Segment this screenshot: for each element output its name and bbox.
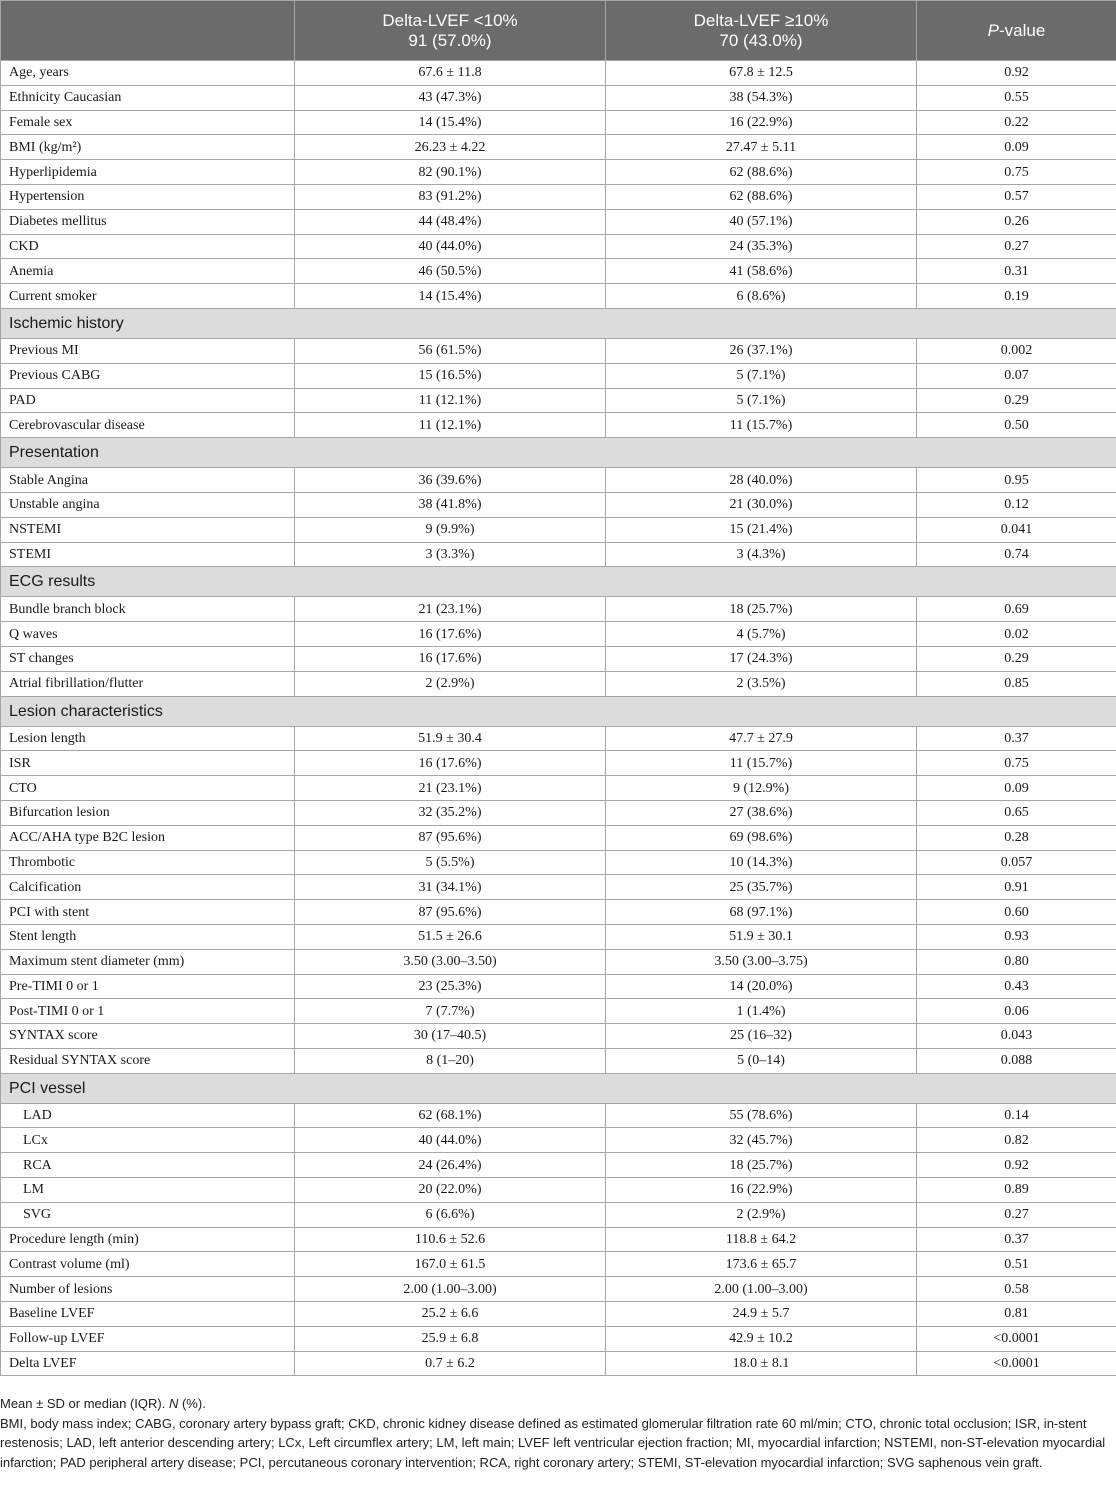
cell-delta-ge10: 3 (4.3%) bbox=[606, 542, 917, 567]
section-heading: PCI vessel bbox=[1, 1073, 1116, 1103]
cell-delta-lt10: 56 (61.5%) bbox=[295, 338, 606, 363]
cell-p-value: 0.82 bbox=[917, 1128, 1116, 1153]
cell-delta-ge10: 25 (16–32) bbox=[606, 1024, 917, 1049]
cell-delta-ge10: 17 (24.3%) bbox=[606, 646, 917, 671]
cell-delta-ge10: 5 (7.1%) bbox=[606, 388, 917, 413]
cell-delta-ge10: 41 (58.6%) bbox=[606, 259, 917, 284]
row-label: Post-TIMI 0 or 1 bbox=[1, 999, 295, 1024]
cell-p-value: 0.02 bbox=[917, 622, 1116, 647]
cell-p-value: 0.041 bbox=[917, 517, 1116, 542]
cell-p-value: 0.07 bbox=[917, 363, 1116, 388]
header-p-value bbox=[917, 1, 1116, 61]
cell-delta-lt10: 8 (1–20) bbox=[295, 1048, 606, 1073]
cell-delta-lt10: 5 (5.5%) bbox=[295, 850, 606, 875]
table-row bbox=[1, 726, 1116, 751]
row-label: RCA bbox=[1, 1153, 295, 1178]
row-label: ACC/AHA type B2C lesion bbox=[1, 825, 295, 850]
cell-delta-lt10: 83 (91.2%) bbox=[295, 184, 606, 209]
row-label: Number of lesions bbox=[1, 1277, 295, 1302]
row-label: Stable Angina bbox=[1, 468, 295, 493]
table-row bbox=[1, 338, 1116, 363]
row-label: Diabetes mellitus bbox=[1, 209, 295, 234]
cell-delta-lt10: 26.23 ± 4.22 bbox=[295, 135, 606, 160]
cell-delta-lt10: 15 (16.5%) bbox=[295, 363, 606, 388]
row-label: Lesion length bbox=[1, 726, 295, 751]
cell-delta-ge10: 38 (54.3%) bbox=[606, 85, 917, 110]
cell-delta-lt10: 46 (50.5%) bbox=[295, 259, 606, 284]
cell-p-value: 0.26 bbox=[917, 209, 1116, 234]
cell-p-value: 0.50 bbox=[917, 413, 1116, 438]
cell-p-value: 0.057 bbox=[917, 850, 1116, 875]
cell-delta-ge10: 16 (22.9%) bbox=[606, 1178, 917, 1203]
cell-p-value: 0.74 bbox=[917, 542, 1116, 567]
table-row bbox=[1, 1048, 1116, 1073]
cell-delta-ge10: 28 (40.0%) bbox=[606, 468, 917, 493]
cell-p-value: 0.09 bbox=[917, 776, 1116, 801]
table-row bbox=[1, 388, 1116, 413]
section-row bbox=[1, 567, 1116, 597]
header-delta-ge10-title: Delta-LVEF ≥10% bbox=[693, 10, 829, 30]
cell-delta-ge10: 67.8 ± 12.5 bbox=[606, 61, 917, 86]
row-label: SYNTAX score bbox=[1, 1024, 295, 1049]
row-label: Hyperlipidemia bbox=[1, 160, 295, 185]
cell-p-value: 0.92 bbox=[917, 61, 1116, 86]
table-row bbox=[1, 1128, 1116, 1153]
cell-p-value: 0.69 bbox=[917, 597, 1116, 622]
cell-delta-ge10: 69 (98.6%) bbox=[606, 825, 917, 850]
table-row bbox=[1, 135, 1116, 160]
header-label-column bbox=[1, 1, 295, 61]
section-row bbox=[1, 696, 1116, 726]
cell-delta-ge10: 68 (97.1%) bbox=[606, 900, 917, 925]
cell-delta-lt10: 32 (35.2%) bbox=[295, 800, 606, 825]
cell-p-value: <0.0001 bbox=[917, 1326, 1116, 1351]
cell-p-value: <0.0001 bbox=[917, 1351, 1116, 1376]
row-label: PAD bbox=[1, 388, 295, 413]
row-label: Procedure length (min) bbox=[1, 1227, 295, 1252]
cell-delta-lt10: 21 (23.1%) bbox=[295, 597, 606, 622]
row-label: ST changes bbox=[1, 646, 295, 671]
table-row bbox=[1, 1351, 1116, 1376]
cell-delta-ge10: 11 (15.7%) bbox=[606, 413, 917, 438]
section-heading: ECG results bbox=[1, 567, 1116, 597]
cell-delta-ge10: 15 (21.4%) bbox=[606, 517, 917, 542]
cell-delta-lt10: 40 (44.0%) bbox=[295, 234, 606, 259]
cell-delta-lt10: 16 (17.6%) bbox=[295, 646, 606, 671]
row-label: LCx bbox=[1, 1128, 295, 1153]
cell-delta-ge10: 32 (45.7%) bbox=[606, 1128, 917, 1153]
row-label: ISR bbox=[1, 751, 295, 776]
table-row bbox=[1, 622, 1116, 647]
row-label: Follow-up LVEF bbox=[1, 1326, 295, 1351]
table-row bbox=[1, 517, 1116, 542]
row-label: Bifurcation lesion bbox=[1, 800, 295, 825]
row-label: Stent length bbox=[1, 924, 295, 949]
cell-delta-ge10: 27 (38.6%) bbox=[606, 800, 917, 825]
cell-p-value: 0.92 bbox=[917, 1153, 1116, 1178]
table-row bbox=[1, 160, 1116, 185]
cell-delta-lt10: 21 (23.1%) bbox=[295, 776, 606, 801]
table-row bbox=[1, 800, 1116, 825]
table-row bbox=[1, 974, 1116, 999]
table-row bbox=[1, 234, 1116, 259]
cell-delta-lt10: 16 (17.6%) bbox=[295, 751, 606, 776]
cell-delta-lt10: 43 (47.3%) bbox=[295, 85, 606, 110]
cell-delta-ge10: 24.9 ± 5.7 bbox=[606, 1302, 917, 1327]
table-row bbox=[1, 597, 1116, 622]
row-label: BMI (kg/m²) bbox=[1, 135, 295, 160]
row-label: Age, years bbox=[1, 61, 295, 86]
cell-p-value: 0.93 bbox=[917, 924, 1116, 949]
cell-delta-lt10: 87 (95.6%) bbox=[295, 825, 606, 850]
cell-p-value: 0.60 bbox=[917, 900, 1116, 925]
cell-p-value: 0.088 bbox=[917, 1048, 1116, 1073]
cell-delta-ge10: 21 (30.0%) bbox=[606, 492, 917, 517]
cell-delta-ge10: 18 (25.7%) bbox=[606, 1153, 917, 1178]
cell-delta-lt10: 11 (12.1%) bbox=[295, 413, 606, 438]
header-p-rest: -value bbox=[999, 20, 1046, 40]
footnote-summary-text: Mean ± SD or median (IQR). bbox=[0, 1396, 169, 1411]
header-p-italic: P bbox=[987, 20, 1000, 40]
section-heading: Presentation bbox=[1, 438, 1116, 468]
cell-delta-ge10: 11 (15.7%) bbox=[606, 751, 917, 776]
table-row bbox=[1, 85, 1116, 110]
cell-delta-ge10: 6 (8.6%) bbox=[606, 284, 917, 309]
table-row bbox=[1, 1326, 1116, 1351]
cell-delta-ge10: 55 (78.6%) bbox=[606, 1103, 917, 1128]
table-row bbox=[1, 999, 1116, 1024]
cell-p-value: 0.14 bbox=[917, 1103, 1116, 1128]
cell-delta-ge10: 24 (35.3%) bbox=[606, 234, 917, 259]
table-row bbox=[1, 1227, 1116, 1252]
table-row bbox=[1, 646, 1116, 671]
footnote-n: N bbox=[168, 1396, 179, 1411]
cell-delta-lt10: 14 (15.4%) bbox=[295, 110, 606, 135]
header-delta-lt10-count: 91 (57.0%) bbox=[408, 30, 492, 50]
cell-delta-lt10: 167.0 ± 61.5 bbox=[295, 1252, 606, 1277]
row-label: Contrast volume (ml) bbox=[1, 1252, 295, 1277]
cell-p-value: 0.27 bbox=[917, 234, 1116, 259]
table-row bbox=[1, 284, 1116, 309]
cell-delta-lt10: 44 (48.4%) bbox=[295, 209, 606, 234]
cell-p-value: 0.65 bbox=[917, 800, 1116, 825]
table-row bbox=[1, 1103, 1116, 1128]
cell-delta-lt10: 31 (34.1%) bbox=[295, 875, 606, 900]
cell-delta-ge10: 16 (22.9%) bbox=[606, 110, 917, 135]
cell-p-value: 0.19 bbox=[917, 284, 1116, 309]
table-row bbox=[1, 949, 1116, 974]
cell-delta-ge10: 18.0 ± 8.1 bbox=[606, 1351, 917, 1376]
row-label: Delta LVEF bbox=[1, 1351, 295, 1376]
header-delta-lt10-title: Delta-LVEF <10% bbox=[382, 10, 518, 30]
cell-p-value: 0.51 bbox=[917, 1252, 1116, 1277]
row-label: Maximum stent diameter (mm) bbox=[1, 949, 295, 974]
cell-delta-lt10: 25.9 ± 6.8 bbox=[295, 1326, 606, 1351]
cell-delta-ge10: 42.9 ± 10.2 bbox=[606, 1326, 917, 1351]
cell-p-value: 0.12 bbox=[917, 492, 1116, 517]
cell-delta-lt10: 62 (68.1%) bbox=[295, 1103, 606, 1128]
row-label: Hypertension bbox=[1, 184, 295, 209]
table-row bbox=[1, 850, 1116, 875]
table-row bbox=[1, 413, 1116, 438]
section-row bbox=[1, 308, 1116, 338]
cell-delta-lt10: 36 (39.6%) bbox=[295, 468, 606, 493]
cell-delta-lt10: 20 (22.0%) bbox=[295, 1178, 606, 1203]
row-label: Unstable angina bbox=[1, 492, 295, 517]
row-label: Atrial fibrillation/flutter bbox=[1, 671, 295, 696]
cell-p-value: 0.29 bbox=[917, 388, 1116, 413]
table-row bbox=[1, 1302, 1116, 1327]
cell-delta-ge10: 62 (88.6%) bbox=[606, 160, 917, 185]
cell-p-value: 0.09 bbox=[917, 135, 1116, 160]
table-row bbox=[1, 542, 1116, 567]
header-delta-ge10-count: 70 (43.0%) bbox=[719, 30, 803, 50]
cell-delta-ge10: 51.9 ± 30.1 bbox=[606, 924, 917, 949]
cell-delta-ge10: 10 (14.3%) bbox=[606, 850, 917, 875]
table-body bbox=[1, 61, 1116, 1376]
cell-p-value: 0.43 bbox=[917, 974, 1116, 999]
cell-p-value: 0.043 bbox=[917, 1024, 1116, 1049]
cell-delta-ge10: 25 (35.7%) bbox=[606, 875, 917, 900]
cell-delta-ge10: 118.8 ± 64.2 bbox=[606, 1227, 917, 1252]
row-label: PCI with stent bbox=[1, 900, 295, 925]
row-label: Ethnicity Caucasian bbox=[1, 85, 295, 110]
table-row bbox=[1, 259, 1116, 284]
table-row bbox=[1, 1277, 1116, 1302]
cell-delta-lt10: 11 (12.1%) bbox=[295, 388, 606, 413]
cell-p-value: 0.80 bbox=[917, 949, 1116, 974]
cell-p-value: 0.22 bbox=[917, 110, 1116, 135]
cell-p-value: 0.75 bbox=[917, 751, 1116, 776]
row-label: Thrombotic bbox=[1, 850, 295, 875]
cell-delta-lt10: 51.5 ± 26.6 bbox=[295, 924, 606, 949]
cell-delta-lt10: 67.6 ± 11.8 bbox=[295, 61, 606, 86]
cell-p-value: 0.91 bbox=[917, 875, 1116, 900]
cell-delta-ge10: 62 (88.6%) bbox=[606, 184, 917, 209]
cell-delta-lt10: 3 (3.3%) bbox=[295, 542, 606, 567]
cell-delta-ge10: 5 (0–14) bbox=[606, 1048, 917, 1073]
table-row bbox=[1, 671, 1116, 696]
cell-p-value: 0.29 bbox=[917, 646, 1116, 671]
footnote-summary bbox=[0, 1394, 1110, 1414]
row-label: CTO bbox=[1, 776, 295, 801]
table-row bbox=[1, 924, 1116, 949]
cell-delta-lt10: 16 (17.6%) bbox=[295, 622, 606, 647]
cell-delta-ge10: 18 (25.7%) bbox=[606, 597, 917, 622]
cell-p-value: 0.06 bbox=[917, 999, 1116, 1024]
table-row bbox=[1, 184, 1116, 209]
table-row bbox=[1, 751, 1116, 776]
row-label: Bundle branch block bbox=[1, 597, 295, 622]
table-row bbox=[1, 825, 1116, 850]
row-label: NSTEMI bbox=[1, 517, 295, 542]
table-row bbox=[1, 363, 1116, 388]
row-label: Residual SYNTAX score bbox=[1, 1048, 295, 1073]
cell-p-value: 0.89 bbox=[917, 1178, 1116, 1203]
row-label: Baseline LVEF bbox=[1, 1302, 295, 1327]
table-row bbox=[1, 209, 1116, 234]
table-row bbox=[1, 900, 1116, 925]
row-label: Calcification bbox=[1, 875, 295, 900]
footnote-summary-tail: (%). bbox=[178, 1396, 206, 1411]
cell-delta-ge10: 47.7 ± 27.9 bbox=[606, 726, 917, 751]
cell-delta-lt10: 23 (25.3%) bbox=[295, 974, 606, 999]
cell-delta-ge10: 2.00 (1.00–3.00) bbox=[606, 1277, 917, 1302]
cell-p-value: 0.37 bbox=[917, 726, 1116, 751]
cell-p-value: 0.27 bbox=[917, 1202, 1116, 1227]
cell-delta-lt10: 0.7 ± 6.2 bbox=[295, 1351, 606, 1376]
section-heading: Ischemic history bbox=[1, 308, 1116, 338]
cell-delta-ge10: 2 (3.5%) bbox=[606, 671, 917, 696]
header-delta-ge10 bbox=[606, 1, 917, 61]
cell-p-value: 0.37 bbox=[917, 1227, 1116, 1252]
table-row bbox=[1, 1153, 1116, 1178]
cell-delta-lt10: 2 (2.9%) bbox=[295, 671, 606, 696]
row-label: STEMI bbox=[1, 542, 295, 567]
table-row bbox=[1, 110, 1116, 135]
cell-p-value: 0.002 bbox=[917, 338, 1116, 363]
cell-delta-lt10: 7 (7.7%) bbox=[295, 999, 606, 1024]
table-row bbox=[1, 61, 1116, 86]
row-label: SVG bbox=[1, 1202, 295, 1227]
cell-delta-ge10: 27.47 ± 5.11 bbox=[606, 135, 917, 160]
table-row bbox=[1, 776, 1116, 801]
cell-delta-lt10: 40 (44.0%) bbox=[295, 1128, 606, 1153]
cell-delta-lt10: 2.00 (1.00–3.00) bbox=[295, 1277, 606, 1302]
cell-p-value: 0.81 bbox=[917, 1302, 1116, 1327]
cell-delta-ge10: 3.50 (3.00–3.75) bbox=[606, 949, 917, 974]
cell-delta-lt10: 24 (26.4%) bbox=[295, 1153, 606, 1178]
section-heading: Lesion characteristics bbox=[1, 696, 1116, 726]
cell-delta-ge10: 173.6 ± 65.7 bbox=[606, 1252, 917, 1277]
row-label: LAD bbox=[1, 1103, 295, 1128]
footnote-abbreviations: BMI, body mass index; CABG, coronary artery bypass graft; CKD, chronic kidney disease defined as estimated glomerular filtration rate 60 ml/min; CTO, chronic total occlusion; ISR, in-stent restenosis; LAD, left anterior descending artery; LCx, Left circumflex artery; LM, left main; LVEF left ventricular ejection fraction; MI, myocardial infarction; NSTEMI, non-ST-elevation myocardial infarction; PAD peripheral artery disease; PCI, percutaneous coronary intervention; RCA, right coronary artery; STEMI, ST-elevation myocardial infarction; SVG saphenous vein graft. bbox=[0, 1415, 1106, 1470]
cell-p-value: 0.55 bbox=[917, 85, 1116, 110]
section-row bbox=[1, 1073, 1116, 1103]
cell-delta-lt10: 87 (95.6%) bbox=[295, 900, 606, 925]
cell-p-value: 0.31 bbox=[917, 259, 1116, 284]
row-label: Previous MI bbox=[1, 338, 295, 363]
cell-delta-ge10: 26 (37.1%) bbox=[606, 338, 917, 363]
row-label: Anemia bbox=[1, 259, 295, 284]
cell-delta-lt10: 82 (90.1%) bbox=[295, 160, 606, 185]
cell-delta-ge10: 5 (7.1%) bbox=[606, 363, 917, 388]
cell-p-value: 0.57 bbox=[917, 184, 1116, 209]
cell-p-value: 0.58 bbox=[917, 1277, 1116, 1302]
cell-delta-ge10: 9 (12.9%) bbox=[606, 776, 917, 801]
table-row bbox=[1, 1202, 1116, 1227]
cell-delta-lt10: 6 (6.6%) bbox=[295, 1202, 606, 1227]
cell-delta-lt10: 9 (9.9%) bbox=[295, 517, 606, 542]
table-row bbox=[1, 1024, 1116, 1049]
row-label: Previous CABG bbox=[1, 363, 295, 388]
cell-delta-lt10: 3.50 (3.00–3.50) bbox=[295, 949, 606, 974]
table-row bbox=[1, 1252, 1116, 1277]
cell-delta-lt10: 14 (15.4%) bbox=[295, 284, 606, 309]
cell-delta-ge10: 40 (57.1%) bbox=[606, 209, 917, 234]
cell-delta-lt10: 51.9 ± 30.4 bbox=[295, 726, 606, 751]
table-row bbox=[1, 1178, 1116, 1203]
cell-delta-lt10: 38 (41.8%) bbox=[295, 492, 606, 517]
table-row bbox=[1, 875, 1116, 900]
table-row bbox=[1, 468, 1116, 493]
row-label: Female sex bbox=[1, 110, 295, 135]
row-label: CKD bbox=[1, 234, 295, 259]
header-row bbox=[1, 1, 1116, 61]
row-label: Pre-TIMI 0 or 1 bbox=[1, 974, 295, 999]
cell-delta-ge10: 4 (5.7%) bbox=[606, 622, 917, 647]
cell-delta-ge10: 14 (20.0%) bbox=[606, 974, 917, 999]
cell-delta-lt10: 30 (17–40.5) bbox=[295, 1024, 606, 1049]
row-label: Q waves bbox=[1, 622, 295, 647]
cell-p-value: 0.28 bbox=[917, 825, 1116, 850]
row-label: LM bbox=[1, 1178, 295, 1203]
table-footnote bbox=[0, 1394, 1110, 1472]
row-label: Cerebrovascular disease bbox=[1, 413, 295, 438]
cell-p-value: 0.95 bbox=[917, 468, 1116, 493]
header-delta-lt10 bbox=[295, 1, 606, 61]
cell-delta-lt10: 25.2 ± 6.6 bbox=[295, 1302, 606, 1327]
cell-p-value: 0.75 bbox=[917, 160, 1116, 185]
table-row bbox=[1, 492, 1116, 517]
cell-delta-ge10: 1 (1.4%) bbox=[606, 999, 917, 1024]
cell-delta-lt10: 110.6 ± 52.6 bbox=[295, 1227, 606, 1252]
section-row bbox=[1, 438, 1116, 468]
cell-delta-ge10: 2 (2.9%) bbox=[606, 1202, 917, 1227]
row-label: Current smoker bbox=[1, 284, 295, 309]
cell-p-value: 0.85 bbox=[917, 671, 1116, 696]
